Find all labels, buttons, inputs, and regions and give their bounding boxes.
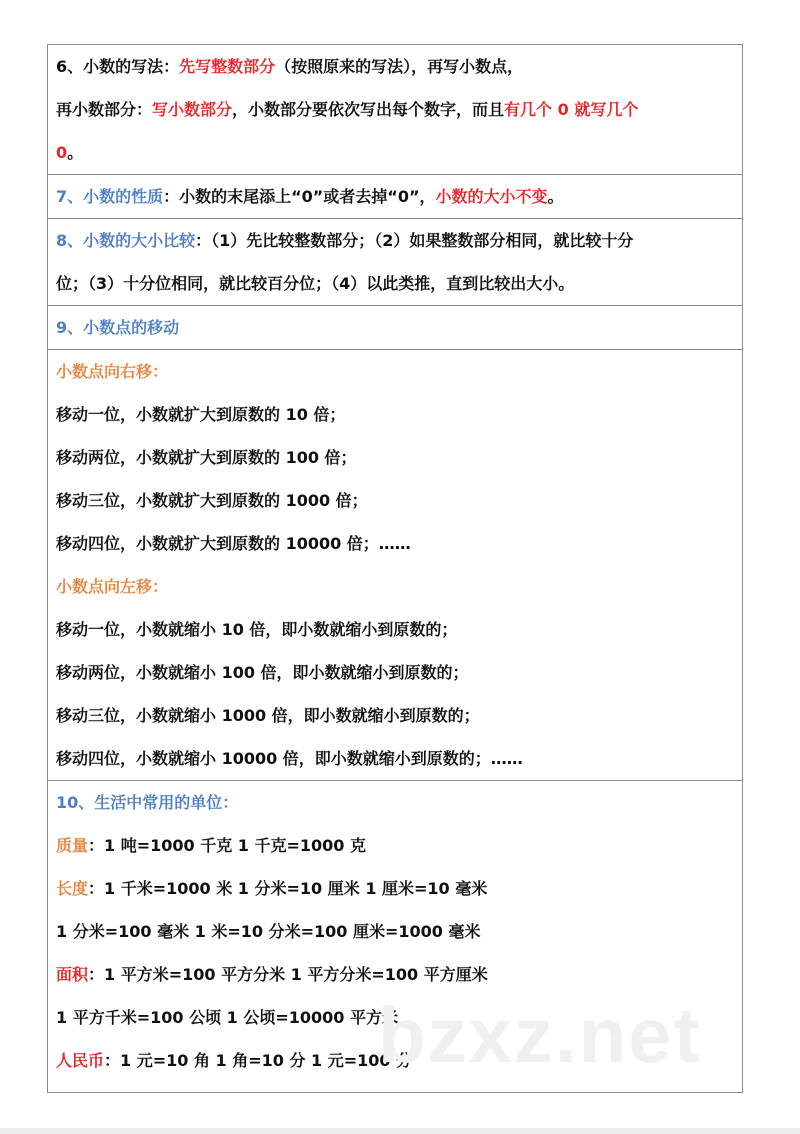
notes-table — [47, 44, 743, 1093]
text: 再小数部分： — [56, 100, 153, 119]
text: ：1 吨=1000 千克 1 千克=1000 克 — [88, 836, 367, 855]
text: 。 — [67, 143, 84, 162]
subheading: 小数点向右移： — [56, 362, 169, 381]
page-bottom-edge — [0, 1128, 800, 1134]
text: 6、小数的写法： — [56, 57, 180, 76]
highlight: 写小数部分 — [152, 100, 233, 119]
label: 质量 — [56, 836, 89, 855]
text: ：1 平方米=100 平方分米 1 平方分米=100 平方厘米 — [88, 965, 488, 984]
list-item: 移动三位，小数就扩大到原数的 1000 倍； — [56, 491, 368, 510]
label: 面积 — [56, 965, 89, 984]
highlight: 0 — [56, 143, 68, 162]
text: ，小数部分要依次写出每个数字，而且 — [232, 100, 505, 119]
text: 1 分米=100 毫米 1 米=10 分米=100 厘米=1000 毫米 — [56, 922, 481, 941]
list-item: 移动三位，小数就缩小 1000 倍，即小数就缩小到原数的； — [56, 706, 480, 725]
heading: 9、小数点的移动 — [56, 318, 180, 337]
section-9-title — [48, 305, 742, 349]
text: ：1 千米=1000 米 1 分米=10 厘米 1 厘米=10 毫米 — [88, 879, 488, 898]
highlight: 小数的大小不变 — [435, 187, 548, 206]
list-item: 移动两位，小数就缩小 100 倍，即小数就缩小到原数的； — [56, 663, 469, 682]
heading: 8、小数的大小比较 — [56, 231, 196, 250]
text: 1 平方千米=100 公顷 1 公顷=10000 平方米 — [56, 1008, 398, 1027]
list-item: 移动四位，小数就扩大到原数的 10000 倍；…… — [56, 534, 411, 553]
text: ：小数的末尾添上“0”或者去掉“0”， — [163, 187, 436, 206]
highlight: 先写整数部分 — [179, 57, 276, 76]
watermark: bzxz.net — [378, 991, 702, 1079]
list-item: 移动一位，小数就缩小 10 倍，即小数就缩小到原数的； — [56, 620, 458, 639]
heading: 10、生活中常用的单位： — [56, 793, 239, 812]
text: ：1 元=10 角 1 角=10 分 1 元=100 分 — [104, 1051, 413, 1070]
section-6 — [48, 45, 742, 174]
section-9-body — [48, 349, 742, 780]
text: （按照原来的写法），再写小数点， — [275, 57, 524, 76]
section-8 — [48, 218, 742, 305]
section-7 — [48, 174, 742, 218]
highlight: 有几个 0 就写几个 — [504, 100, 639, 119]
heading: 7、小数的性质 — [56, 187, 164, 206]
label: 人民币 — [56, 1051, 105, 1070]
text: ：（1）先比较整数部分；（2）如果整数部分相同，就比较十分 — [195, 231, 634, 250]
text: 。 — [547, 187, 564, 206]
list-item: 移动两位，小数就扩大到原数的 100 倍； — [56, 448, 357, 467]
text: 位；（3）十分位相同，就比较百分位；（4）以此类推，直到比较出大小。 — [56, 274, 575, 293]
list-item: 移动一位，小数就扩大到原数的 10 倍； — [56, 405, 346, 424]
label: 长度 — [56, 879, 89, 898]
list-item: 移动四位，小数就缩小 10000 倍，即小数就缩小到原数的；…… — [56, 749, 523, 768]
subheading: 小数点向左移： — [56, 577, 169, 596]
